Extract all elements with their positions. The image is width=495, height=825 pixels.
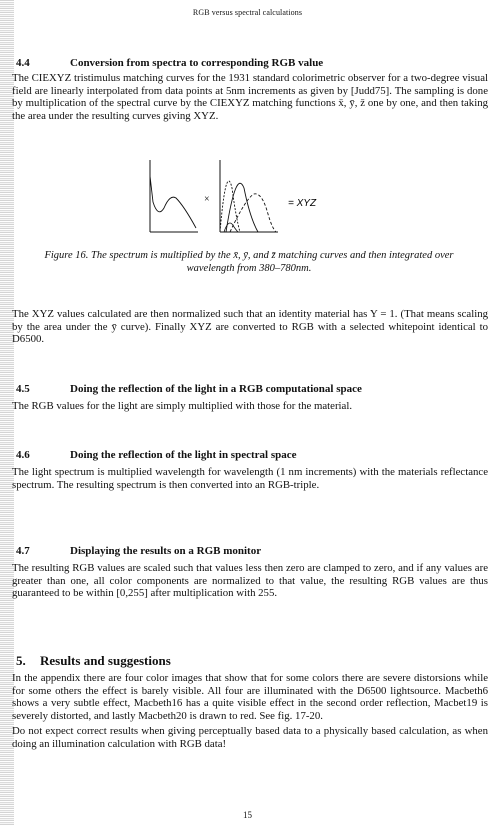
section-4-4 [12,56,488,123]
normalization-block [12,308,488,346]
section-heading [12,544,488,558]
section-title: Conversion from spectra to corresponding RGB value [70,57,324,69]
paragraph: Do not expect correct results when giving perceptually based data to a physically based calculation, as when doing an illumination calculation with RGB data! [12,724,488,750]
multiply-symbol: × [204,194,210,205]
paragraph: The XYZ values calculated are then normalized such that an identity material has Y = 1. (That means scaling by the area under the ȳ curve). Finally XYZ are converted to RGB with a selected whitepoint identical to D6500. [12,308,488,346]
figure-caption: Figure 16. The spectrum is multiplied by the x̄, ȳ, and z̄ matching curves and then integrated over wavelength from 380–780nm. [44,250,454,274]
section-5 [12,654,488,750]
paragraph: The resulting RGB values are scaled such that values less then zero are clamped to zero, and if any values are greater than one, all color components are normalized to that value, the resulting RGB values are thus guaranteed to be within [0,255] after multiplication with 255. [12,562,488,600]
paragraph: The RGB values for the light are simply multiplied with those for the material. [12,400,353,412]
paragraph: The light spectrum is multiplied wavelength for wavelength (1 nm increments) with the materials reflectance spectrum. The resulting spectrum is then converted into an RGB-triple. [12,466,488,491]
paragraph: In the appendix there are four color images that show that for some colors there are severe distorsions while for some others the effect is barely visible. All four are illuminated with the D6500 lightsource. Macbeth6 shows a very subtle effect, Macbeth16 has a quite visible effect in the second order reflection, Macbet19 is severely distorted, and lastly Macbeth20 is drawn to red. See fig. 17-20. [12,672,488,723]
section-number: 4.6 [16,449,30,461]
spectrum-plot [150,160,198,232]
section-heading [12,382,488,396]
section-4-7 [12,544,488,600]
section-number: 4.5 [16,383,30,395]
section-heading [12,654,488,668]
section-heading [12,448,488,462]
section-4-6 [12,448,488,491]
paragraph: The CIEXYZ tristimulus matching curves for the 1931 standard colorimetric observer for a two-degree visual field are linearly interpolated from data points at 5nm increments as given by [Judd75]. The sampling is done by multiplication of the spectral curve by the CIEXYZ matching functions x̄, ȳ, z̄ one by one, and then taking the area under the resulting curves giving XYZ. [12,72,488,123]
matching-curves-plot [220,160,278,232]
section-title: Doing the reflection of the light in spectral space [70,449,297,461]
section-4-5 [12,382,488,413]
section-number: 5. [16,653,26,668]
section-number: 4.4 [16,57,30,69]
figure-16-diagram [140,158,340,236]
section-title: Doing the reflection of the light in a RGB computational space [70,383,362,395]
xyz-result-label: = XYZ [288,198,317,209]
running-head: RGB versus spectral calculations [192,8,303,17]
section-heading [12,56,488,70]
section-title: Displaying the results on a RGB monitor [70,545,262,557]
section-title: Results and suggestions [40,653,171,668]
page-number: 15 [243,810,252,820]
section-number: 4.7 [16,545,30,557]
